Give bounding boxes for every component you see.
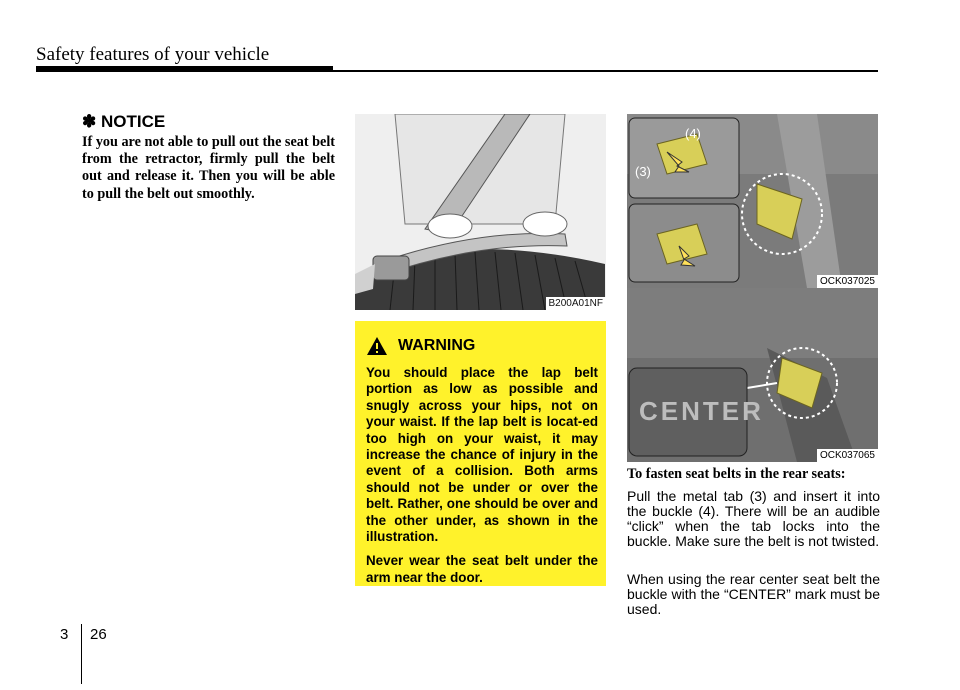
- warning-paragraph-1: You should place the lap belt portion as low as possible and snugly across your hips, not on your waist. If the lap belt is locat-ed too high on your waist, it may increase the chance of injury in the event of a collision. Both arms should not be under or over the belt. Rather, one should be over and the other under, as shown in the illustration.: [366, 365, 598, 545]
- header-title: Safety features of your vehicle: [36, 44, 270, 65]
- warning-paragraph-2: Never wear the seat belt under the arm near the door.: [366, 553, 598, 585]
- center-mark: CENTER: [639, 396, 764, 426]
- buckle-drawing-top: [627, 114, 878, 288]
- notice-body: If you are not able to pull out the seat belt from the retractor, firmly pull the belt out and release it. Then you will be able to pull the belt out smoothly.: [82, 134, 335, 202]
- warning-box: [355, 321, 606, 586]
- notice-heading-text: NOTICE: [100, 112, 166, 131]
- notice-symbol: ✽: [82, 112, 97, 131]
- buckle-illustration-bottom: [627, 288, 878, 462]
- buckle-figure-code-1: OCK037025: [817, 275, 878, 288]
- lap-figure-code: B200A01NF: [546, 297, 606, 310]
- rear-seat-paragraph-2: When using the rear center seat belt the buckle with the “CENTER” mark must be used.: [627, 571, 880, 617]
- rear-seat-heading: To fasten seat belts in the rear seats:: [627, 466, 846, 482]
- rear-seat-paragraph-1: Pull the metal tab (3) and insert it into the buckle (4). There will be an audible “click” when the tab locks into the buckle. Make sure the belt is not twisted.: [627, 488, 880, 549]
- header-rule-thick: [36, 66, 333, 72]
- footer-chapter: 3: [60, 626, 69, 643]
- warning-triangle-icon: [366, 336, 388, 356]
- lap-belt-drawing: [355, 114, 606, 310]
- header-rule-thin: [333, 70, 878, 72]
- buckle-illustration-top: [627, 114, 878, 288]
- buckle-drawing-bottom: [627, 288, 878, 462]
- buckle-figure-code-2: OCK037065: [817, 449, 878, 462]
- warning-header: [366, 335, 598, 357]
- notice-heading: [82, 112, 165, 132]
- footer-rule: [81, 624, 82, 684]
- warning-title: WARNING: [398, 337, 476, 354]
- footer-page-number: 26: [90, 626, 107, 643]
- label-3: (3): [635, 164, 651, 179]
- lap-belt-illustration: [355, 114, 606, 310]
- label-4: (4): [685, 126, 701, 141]
